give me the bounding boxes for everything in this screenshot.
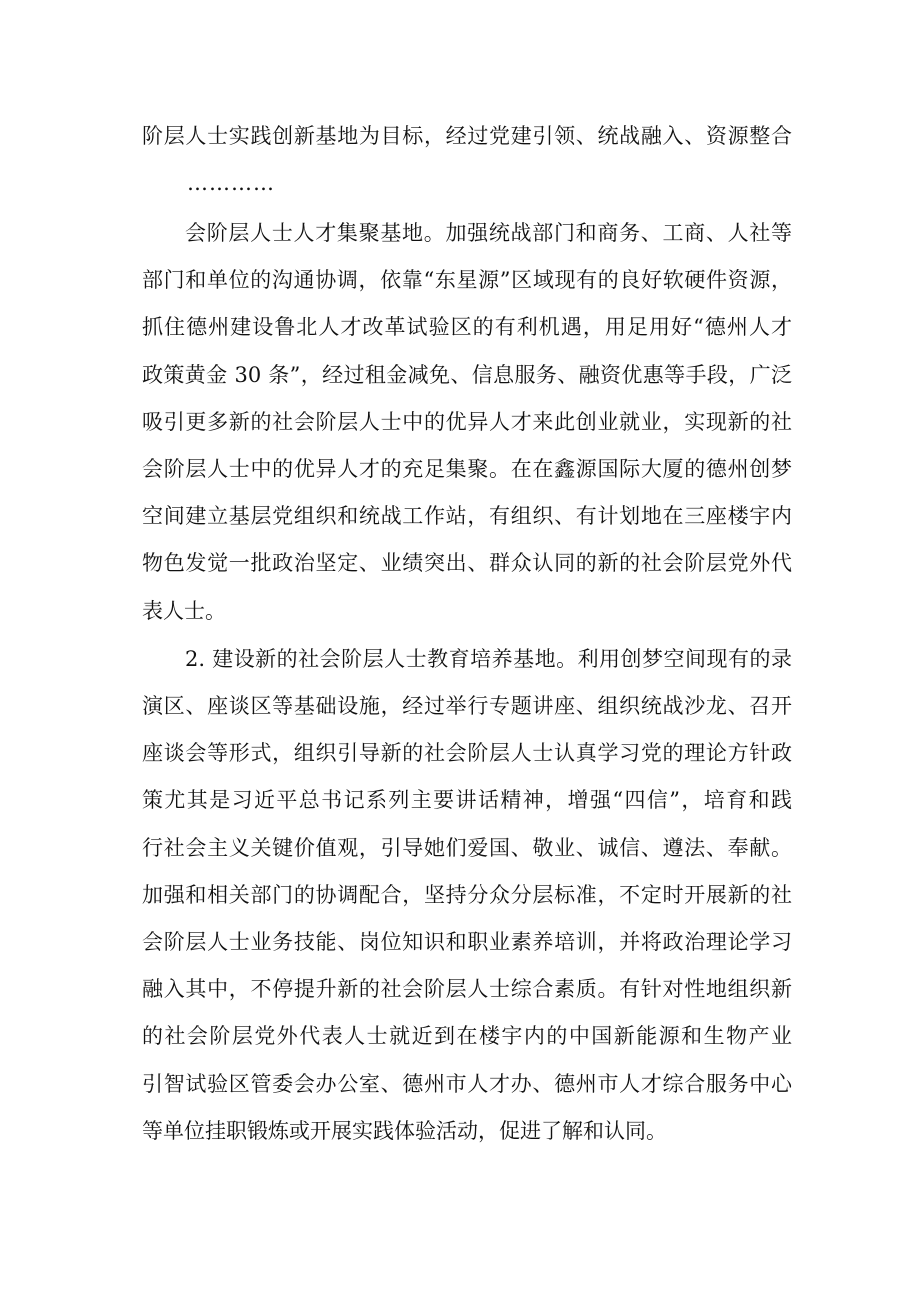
paragraph-line: 部门和单位的沟通协调，依靠“东星源”区域现有的良好软硬件资源， (142, 268, 792, 292)
paragraph-line: 演区、座谈区等基础设施，经过举行专题讲座、组织统战沙龙、召开 (142, 694, 792, 718)
paragraph-line: 2. 建设新的社会阶层人士教育培养基地。利用创梦空间现有的录 (185, 647, 792, 671)
ellipsis: ………… (187, 171, 275, 195)
paragraph-line: 表人士。 (142, 599, 226, 623)
paragraph-line: 的社会阶层党外代表人士就近到在楼宇内的中国新能源和生物产业 (142, 1024, 792, 1048)
paragraph-line: 政策黄金 30 条”，经过租金减免、信息服务、融资优惠等手段，广泛 (142, 363, 792, 387)
paragraph-line: 行社会主义关键价值观，引导她们爱国、敬业、诚信、遵法、奉献。 (142, 836, 792, 860)
paragraph-line: 吸引更多新的社会阶层人士中的优异人才来此创业就业，实现新的社 (142, 410, 792, 434)
paragraph-line: 等单位挂职锻炼或开展实践体验活动，促进了解和认同。 (142, 1119, 667, 1143)
paragraph-line: 融入其中，不停提升新的社会阶层人士综合素质。有针对性地组织新 (142, 977, 792, 1001)
paragraph-line: 座谈会等形式，组织引导新的社会阶层人士认真学习党的理论方针政 (142, 741, 792, 765)
paragraph-line: 物色发觉一批政治坚定、业绩突出、群众认同的新的社会阶层党外代 (142, 551, 792, 575)
paragraph-line: 会阶层人士中的优异人才的充足集聚。在在鑫源国际大厦的德州创梦 (142, 457, 792, 481)
paragraph-line: 会阶层人士人才集聚基地。加强统战部门和商务、工商、人社等 (185, 221, 792, 245)
paragraph-line: 引智试验区管委会办公室、德州市人才办、德州市人才综合服务中心 (142, 1072, 792, 1096)
paragraph-line: 空间建立基层党组织和统战工作站，有组织、有计划地在三座楼宇内 (142, 504, 792, 528)
paragraph-line: 会阶层人士业务技能、岗位知识和职业素养培训，并将政治理论学习 (142, 930, 792, 954)
paragraph-line: 抓住德州建设鲁北人才改革试验区的有利机遇，用足用好“德州人才 (142, 315, 792, 339)
paragraph-line: 加强和相关部门的协调配合，坚持分众分层标准，不定时开展新的社 (142, 883, 792, 907)
paragraph-line: 策尤其是习近平总书记系列主要讲话精神，增强“四信”，培育和践 (142, 788, 792, 812)
intro-line: 阶层人士实践创新基地为目标，经过党建引领、统战融入、资源整合 (142, 124, 792, 148)
